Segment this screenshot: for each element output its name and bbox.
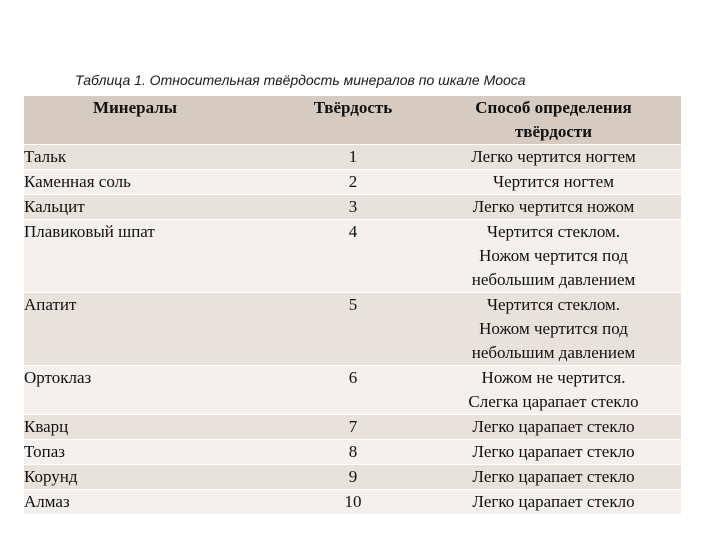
method-line: Чертится стеклом. xyxy=(486,295,621,314)
method-cell xyxy=(426,440,681,465)
hardness-cell: 9 xyxy=(280,465,426,490)
table-row xyxy=(24,415,681,440)
header-method-line1: Способ определения xyxy=(475,98,632,117)
mohs-hardness-table xyxy=(24,96,681,515)
method-line: Легко царапает стекло xyxy=(472,417,635,436)
mineral-cell: Каменная соль xyxy=(24,170,280,195)
mineral-cell: Алмаз xyxy=(24,490,280,515)
mineral-cell: Кальцит xyxy=(24,195,280,220)
method-line: Ножом не чертится. xyxy=(481,368,626,387)
hardness-cell: 4 xyxy=(280,220,426,293)
table-row xyxy=(24,220,681,293)
hardness-cell: 1 xyxy=(280,145,426,170)
header-minerals: Минералы xyxy=(24,96,280,145)
table-header-row xyxy=(24,96,681,145)
method-line: Чертится стеклом. xyxy=(486,222,621,241)
method-line: Легко царапает стекло xyxy=(472,442,635,461)
method-cell xyxy=(426,145,681,170)
method-line: небольшим давлением xyxy=(471,343,636,362)
table-caption: Таблица 1. Относительная твёрдость минералов по шкале Мооса xyxy=(75,72,526,88)
hardness-cell: 7 xyxy=(280,415,426,440)
mineral-cell: Плавиковый шпат xyxy=(24,220,280,293)
method-cell xyxy=(426,490,681,515)
method-line: Ножом чертится под xyxy=(479,246,628,265)
mineral-cell: Топаз xyxy=(24,440,280,465)
method-line: Слегка царапает стекло xyxy=(468,392,639,411)
table-body xyxy=(24,145,681,515)
method-cell xyxy=(426,170,681,195)
method-line: Ножом чертится под xyxy=(479,319,628,338)
table-row xyxy=(24,195,681,220)
hardness-cell: 2 xyxy=(280,170,426,195)
table-row xyxy=(24,465,681,490)
hardness-cell: 10 xyxy=(280,490,426,515)
method-cell xyxy=(426,220,681,293)
method-line: Легко чертится ножом xyxy=(472,197,635,216)
mineral-cell: Ортоклаз xyxy=(24,366,280,415)
table-row xyxy=(24,293,681,366)
header-hardness: Твёрдость xyxy=(280,96,426,145)
hardness-cell: 8 xyxy=(280,440,426,465)
hardness-cell: 3 xyxy=(280,195,426,220)
header-method xyxy=(426,96,681,145)
table-row xyxy=(24,440,681,465)
header-method-line2: твёрдости xyxy=(514,122,593,141)
method-cell xyxy=(426,415,681,440)
table-row xyxy=(24,366,681,415)
method-cell xyxy=(426,195,681,220)
mineral-cell: Апатит xyxy=(24,293,280,366)
mineral-cell: Тальк xyxy=(24,145,280,170)
hardness-cell: 6 xyxy=(280,366,426,415)
mineral-cell: Кварц xyxy=(24,415,280,440)
hardness-cell: 5 xyxy=(280,293,426,366)
method-cell xyxy=(426,293,681,366)
method-line: Легко царапает стекло xyxy=(472,492,635,511)
method-line: Легко чертится ногтем xyxy=(471,147,636,166)
method-cell xyxy=(426,465,681,490)
method-line: небольшим давлением xyxy=(471,270,636,289)
table-row xyxy=(24,170,681,195)
mineral-cell: Корунд xyxy=(24,465,280,490)
table-row xyxy=(24,145,681,170)
method-cell xyxy=(426,366,681,415)
table-row xyxy=(24,490,681,515)
method-line: Легко царапает стекло xyxy=(472,467,635,486)
method-line: Чертится ногтем xyxy=(493,172,614,191)
